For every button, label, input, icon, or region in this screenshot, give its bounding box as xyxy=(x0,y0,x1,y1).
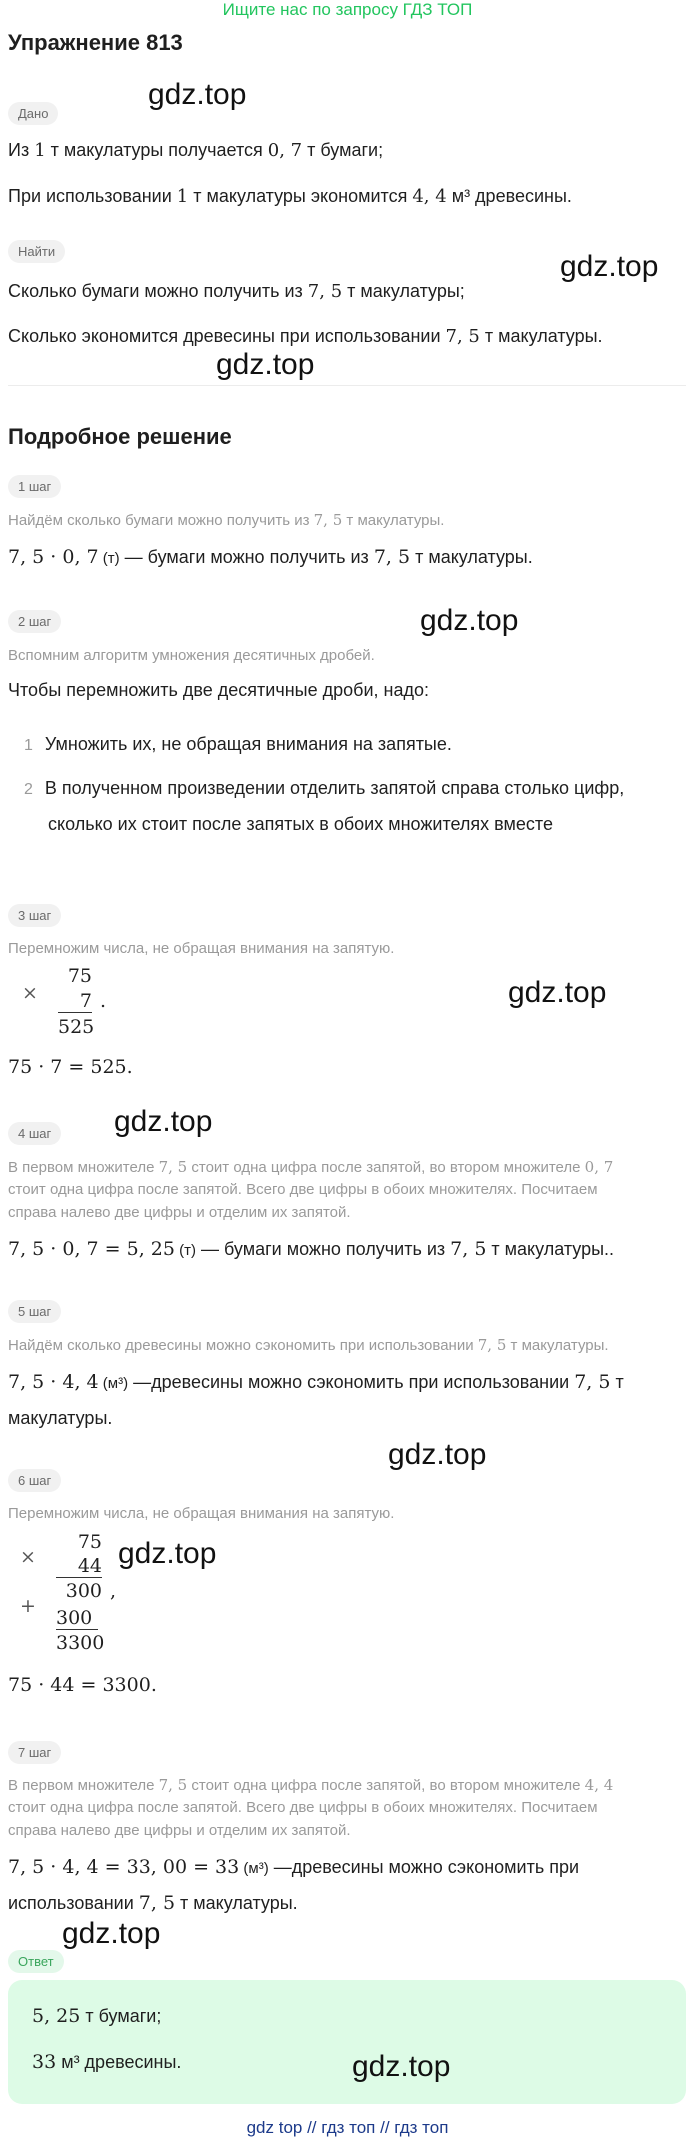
watermark: gdz.top xyxy=(508,976,607,1009)
column-tail: . xyxy=(100,990,107,1012)
given-line-1: Из 1 т макулатуры получается 0, 7 т бумаги; xyxy=(8,140,384,161)
partial-product-2: 300 xyxy=(56,1607,98,1630)
column-factor-1: 75 xyxy=(67,965,92,987)
list-item-continuation: сколько их стоит после запятых в обоих множителях вместе xyxy=(48,814,553,834)
find-line-2: Сколько экономится древесины при использовании 7, 5 т макулатуры. xyxy=(8,326,603,347)
column-factor-1: 75 xyxy=(77,1531,102,1553)
watermark: gdz.top xyxy=(62,1917,161,1950)
step-1-desc: Найдём сколько бумаги можно получить из 7, 5 т макулатуры. xyxy=(8,511,445,529)
step-4-line: 7, 5 · 0, 7 = 5, 25 (т) — бумаги можно получить из 7, 5 т макулатуры.. xyxy=(8,1238,615,1260)
step-4-tag: 4 шаг xyxy=(8,1122,61,1145)
step-7-desc-3: справа налево две цифры и отделим их запятой. xyxy=(8,1822,351,1839)
watermark: gdz.top xyxy=(114,1105,213,1138)
watermark: gdz.top xyxy=(560,250,659,283)
step-3-desc: Перемножим числа, не обращая внимания на запятую. xyxy=(8,940,395,957)
page-title: Упражнение 813 xyxy=(8,30,183,55)
column-factor-2: 44 xyxy=(56,1555,102,1578)
step-7-desc-2: стоит одна цифра после запятой. Всего две цифры в обоих множителях. Посчитаем xyxy=(8,1799,598,1816)
watermark: gdz.top xyxy=(420,604,519,637)
watermark: gdz.top xyxy=(388,1438,487,1471)
step-5-line-1: 7, 5 · 4, 4 (м³) —древесины можно сэкономить при использовании 7, 5 т xyxy=(8,1371,624,1393)
step-2-intro: Чтобы перемножить две десятичные дроби, надо: xyxy=(8,680,429,700)
given-tag: Дано xyxy=(8,102,58,125)
given-line-2: При использовании 1 т макулатуры экономится 4, 4 м³ древесины. xyxy=(8,186,572,207)
step-6-desc: Перемножим числа, не обращая внимания на запятую. xyxy=(8,1505,395,1522)
step-2-desc: Вспомним алгоритм умножения десятичных дробей. xyxy=(8,647,375,664)
footer-links[interactable]: gdz top // гдз топ // гдз топ xyxy=(246,2118,449,2137)
partial-product-1: 300 xyxy=(65,1580,102,1602)
answer-box xyxy=(8,1980,686,2104)
multiply-sign: × xyxy=(20,1546,36,1568)
step-5-tag: 5 шаг xyxy=(8,1300,61,1323)
step-7-desc-1: В первом множителе 7, 5 стоит одна цифра после запятой, во втором множителе 4, 4 xyxy=(8,1776,614,1794)
step-1-tag: 1 шаг xyxy=(8,475,61,498)
step-7-tag: 7 шаг xyxy=(8,1741,61,1764)
step-3-result: 75 · 7 = 525. xyxy=(8,1056,133,1078)
solution-title: Подробное решение xyxy=(8,424,232,449)
step-6-result: 75 · 44 = 3300. xyxy=(8,1674,157,1696)
step-1-line: 7, 5 · 0, 7 (т) — бумаги можно получить из 7, 5 т макулатуры. xyxy=(8,546,533,568)
step-4-desc-2: стоит одна цифра после запятой. Всего две цифры в обоих множителях. Посчитаем xyxy=(8,1181,598,1198)
answer-tag: Ответ xyxy=(8,1950,64,1973)
column-result: 3300 xyxy=(56,1632,105,1654)
step-7-line-2: использовании 7, 5 т макулатуры. xyxy=(8,1892,298,1914)
watermark: gdz.top xyxy=(216,348,315,381)
step-4-desc-3: справа налево две цифры и отделим их запятой. xyxy=(8,1204,351,1221)
top-search-link[interactable]: Ищите нас по запросу ГДЗ ТОП xyxy=(222,0,473,19)
column-tail: , xyxy=(110,1580,117,1602)
plus-sign: + xyxy=(20,1595,36,1617)
step-5-line-2: макулатуры. xyxy=(8,1408,113,1428)
column-result: 525 xyxy=(58,1016,95,1038)
find-tag: Найти xyxy=(8,240,65,263)
step-4-desc-1: В первом множителе 7, 5 стоит одна цифра после запятой, во втором множителе 0, 7 xyxy=(8,1158,614,1176)
multiply-sign: × xyxy=(22,982,38,1004)
section-divider xyxy=(8,385,686,386)
step-7-line-1: 7, 5 · 4, 4 = 33, 00 = 33 (м³) —древесины можно сэкономить при xyxy=(8,1856,580,1878)
watermark: gdz.top xyxy=(148,78,247,111)
step-3-tag: 3 шаг xyxy=(8,904,61,927)
list-item: 2 В полученном произведении отделить запятой справа столько цифр, xyxy=(24,778,625,798)
step-5-desc: Найдём сколько древесины можно сэкономить при использовании 7, 5 т макулатуры. xyxy=(8,1336,609,1354)
answer-line-2: 33 м³ древесины. xyxy=(32,2051,182,2073)
list-item: 1 Умножить их, не обращая внимания на запятые. xyxy=(24,734,452,754)
step-2-tag: 2 шаг xyxy=(8,610,61,633)
column-factor-2: 7 xyxy=(58,990,92,1013)
watermark: gdz.top xyxy=(118,1537,217,1570)
find-line-1: Сколько бумаги можно получить из 7, 5 т макулатуры; xyxy=(8,281,465,302)
answer-line-1: 5, 25 т бумаги; xyxy=(32,2005,162,2027)
watermark: gdz.top xyxy=(352,2050,451,2083)
step-6-tag: 6 шаг xyxy=(8,1469,61,1492)
